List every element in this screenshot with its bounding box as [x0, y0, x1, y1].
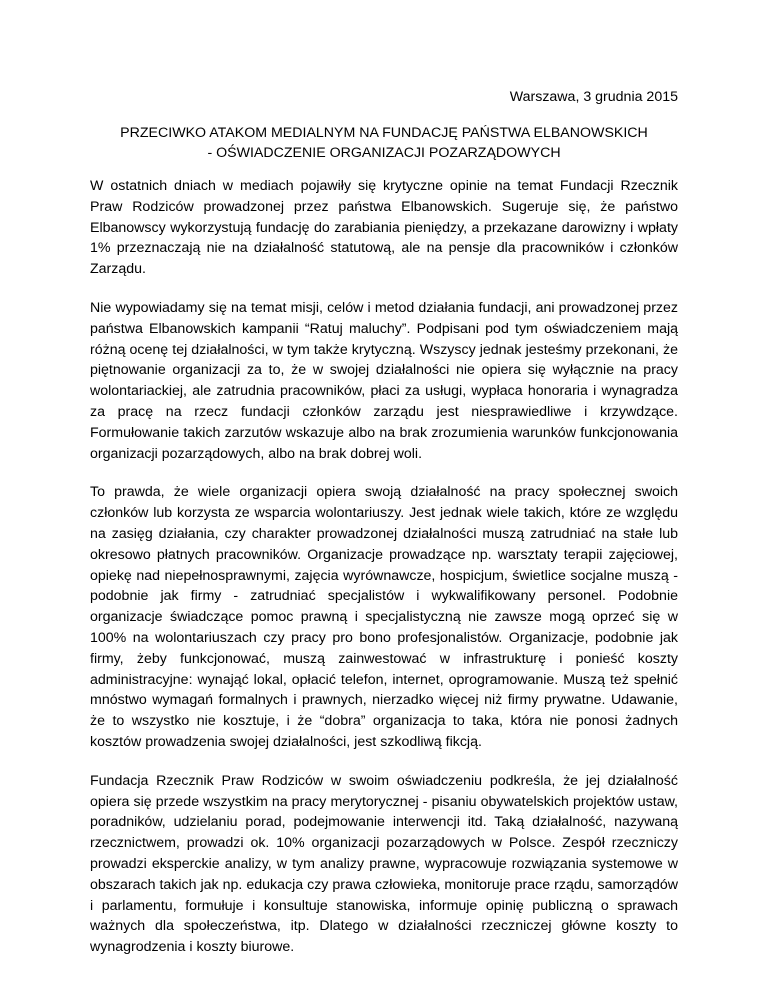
date-line: Warszawa, 3 grudnia 2015 — [509, 89, 678, 105]
document-title — [90, 123, 678, 163]
title-line-1: PRZECIWKO ATAKOM MEDIALNYM NA FUNDACJĘ PAŃSTWA ELBANOWSKICH — [120, 125, 648, 141]
paragraph-2: Nie wypowiadamy się na temat misji, celów i metod działania fundacji, ani prowadzonej przez państwa Elbanowskich kampanii “Ratuj maluchy”. Podpisani pod tym oświadczeniem mają różną ocenę tej działalności, w tym także krytyczną. Wszyscy jednak jesteśmy przekonani, że piętnowanie organizacji za to, że w swojej działalności nie opiera się wyłącznie na pracy wolontariackiej, ale zatrudnia pracowników, płaci za usługi, wypłaca honoraria i wynagradza za pracę na rzecz fundacji członków zarządu jest niesprawiedliwe i krzywdzące. Formułowanie takich zarzutów wskazuje albo na brak zrozumienia warunków funkcjonowania organizacji pozarządowych, albo na brak dobrej woli. — [90, 299, 678, 462]
paragraph-3: To prawda, że wiele organizacji opiera swoją działalność na pracy społecznej swoich członków lub korzysta ze wsparcia wolontariuszy. Jest jednak wiele takich, które ze względu na zasięg działania, czy charakter prowadzonej działalności muszą zatrudniać na stałe lub okresowo płatnych pracowników. Organizacje prowadzące np. warsztaty terapii zajęciowej, opiekę nad niepełnosprawnymi, zajęcia wyrównawcze, hospicjum, świetlice socjalne muszą - podobnie jak firmy - zatrudniać specjalistów i wykwalifikowany personel. Podobnie organizacje świadczące pomoc prawną i specjalistyczną nie zawsze mogą oprzeć się w 100% na wolontariuszach czy pracy pro bono profesjonalistów. Organizacje, podobnie jak firmy, żeby funkcjonować, muszą zainwestować w infrastrukturę i ponieść koszty administracyjne: wynająć lokal, opłacić telefon, internet, oprogramowanie. Muszą też spełnić mnóstwo wymagań formalnych i prawnych, nierzadko więcej niż firmy prywatne. Udawanie, że to wszystko nie kosztuje, i że “dobra” organizacja to taka, która nie ponosi żadnych kosztów prowadzenia swojej działalności, jest szkodliwą fikcją. — [90, 484, 678, 750]
paragraph-4: Fundacja Rzecznik Praw Rodziców w swoim oświadczeniu podkreśla, że jej działalność opiera się przede wszystkim na pracy merytorycznej - pisaniu obywatelskich projektów ustaw, poradników, udzielaniu porad, podejmowanie interwencji itd. Taką działalność, nazywaną rzecznictwem, prowadzi ok. 10% organizacji pozarządowych w Polsce. Zespół rzeczniczy prowadzi eksperckie analizy, w tym analizy prawne, wypracowuje rozwiązania systemowe w obszarach takich jak np. edukacja czy prawa człowieka, monitoruje prace rządu, samorządów i parlamentu, formułuje i konsultuje stanowiska, informuje opinię publiczną o sprawach ważnych dla społeczeństwa, itp. Dlatego w działalności rzeczniczej główne koszty to wynagrodzenia i koszty biurowe. — [90, 772, 678, 956]
paragraph-1: W ostatnich dniach w mediach pojawiły się krytyczne opinie na temat Fundacji Rzecznik Praw Rodziców prowadzonej przez państwa Elbanowskich. Sugeruje się, że państwo Elbanowscy wykorzystują fundację do zarabiania pieniędzy, a przekazane darowizny i wpłaty 1% przeznaczają nie na działalność statutową, ale na pensje dla pracowników i członków Zarządu. — [90, 178, 678, 278]
title-line-2: - OŚWIADCZENIE ORGANIZACJI POZARZĄDOWYCH — [207, 145, 561, 161]
document-body — [90, 176, 678, 976]
